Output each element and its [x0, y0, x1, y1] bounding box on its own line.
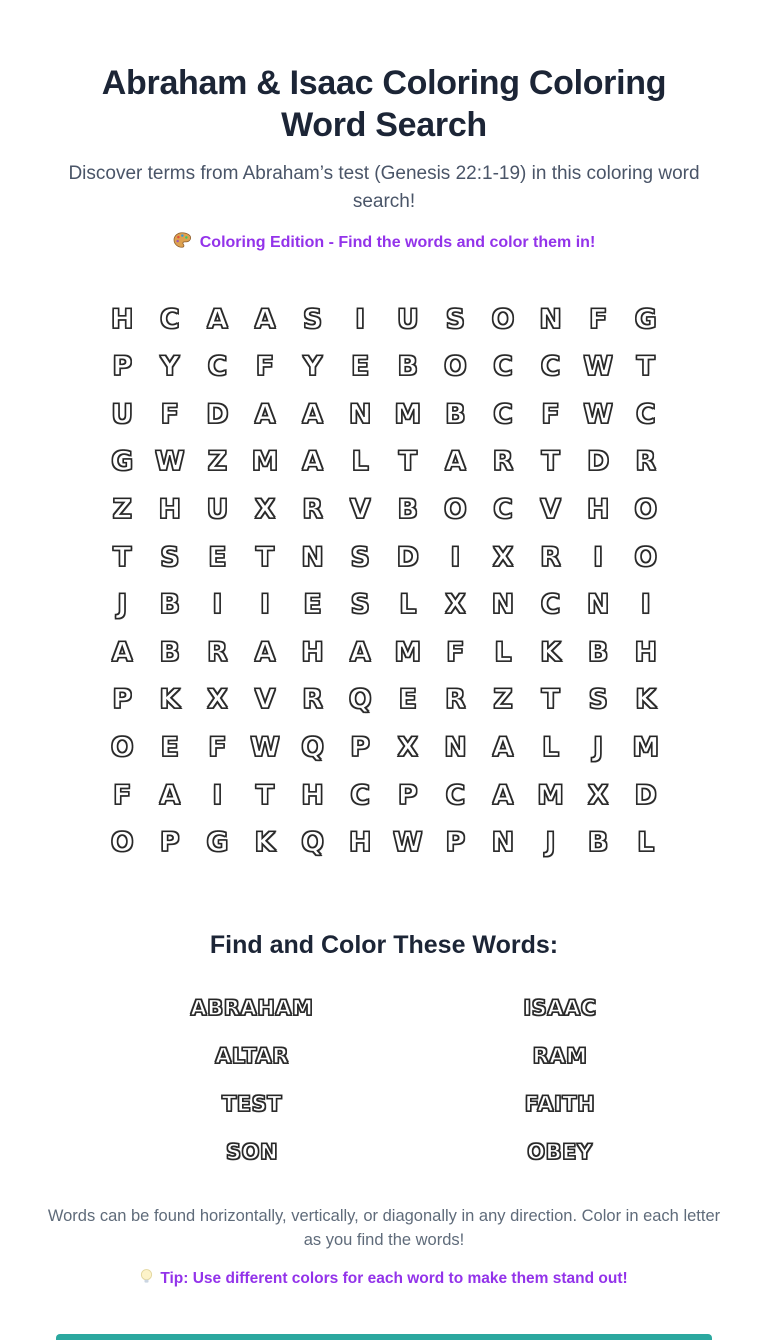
grid-letter[interactable]: E	[303, 589, 322, 621]
grid-letter[interactable]: A	[254, 636, 276, 668]
grid-letter[interactable]: L	[541, 732, 560, 764]
grid-letter[interactable]: F	[588, 303, 608, 335]
grid-letter[interactable]: P	[397, 779, 418, 811]
grid-letter[interactable]: F	[208, 732, 227, 764]
grid-letter[interactable]: Y	[302, 351, 323, 383]
grid-letter[interactable]: H	[301, 636, 324, 668]
grid-letter[interactable]: G	[206, 827, 229, 859]
grid-letter[interactable]: N	[586, 589, 610, 621]
grid-letter[interactable]: T	[255, 541, 275, 573]
grid-letter[interactable]: T	[255, 779, 275, 811]
grid-letter[interactable]: R	[207, 636, 228, 668]
grid-letter[interactable]: A	[492, 779, 514, 811]
word-item: FAITH	[524, 1091, 596, 1116]
grid-letter[interactable]: Z	[112, 494, 133, 526]
grid-letter[interactable]: R	[540, 541, 561, 573]
grid-letter[interactable]: W	[583, 351, 614, 383]
tip-text: Tip: Use different colors for each word to make them stand out!	[160, 1270, 628, 1288]
grid-letter[interactable]: O	[634, 541, 658, 573]
coloring-edition-line	[0, 232, 768, 253]
grid-letter[interactable]: I	[355, 303, 366, 335]
grid-letter[interactable]: O	[634, 494, 658, 526]
grid-letter[interactable]: E	[350, 351, 370, 383]
grid-letter[interactable]: A	[302, 398, 324, 430]
grid-letter[interactable]: I	[640, 589, 651, 621]
grid-letter[interactable]: D	[396, 541, 419, 573]
word-item: RAM	[532, 1043, 588, 1068]
grid-letter[interactable]: W	[583, 398, 614, 430]
grid-letter[interactable]: Y	[160, 351, 180, 383]
grid-letter[interactable]: D	[634, 779, 657, 811]
grid-letter[interactable]: C	[635, 398, 656, 430]
grid-letter[interactable]: I	[212, 779, 223, 811]
grid-letter[interactable]: A	[159, 779, 181, 811]
grid-letter[interactable]: D	[206, 398, 229, 430]
grid-letter[interactable]: K	[254, 827, 276, 859]
word-item: SON	[225, 1139, 279, 1164]
grid-letter[interactable]: H	[301, 779, 324, 811]
grid-letter[interactable]: O	[443, 494, 467, 526]
grid-letter[interactable]: U	[111, 398, 134, 430]
grid-letter[interactable]: L	[637, 827, 655, 859]
grid-letter[interactable]: V	[254, 684, 276, 716]
grid-letter[interactable]: N	[348, 398, 372, 430]
grid-letter[interactable]: S	[445, 303, 466, 335]
grid-letter[interactable]: S	[302, 303, 323, 335]
grid-letter[interactable]: X	[444, 589, 466, 621]
grid-letter[interactable]: F	[541, 398, 560, 430]
grid-letter[interactable]: B	[587, 636, 609, 668]
letter-grid	[0, 295, 768, 866]
grid-letter[interactable]: Z	[493, 684, 513, 716]
grid-letter[interactable]: N	[301, 541, 324, 573]
grid-letter[interactable]: W	[250, 732, 280, 764]
grid-letter[interactable]: H	[110, 303, 134, 335]
grid-letter[interactable]: I	[212, 589, 223, 621]
grid-letter[interactable]: S	[350, 589, 370, 621]
grid-letter[interactable]: E	[398, 684, 418, 716]
grid-letter[interactable]: E	[160, 732, 180, 764]
grid-letter[interactable]: A	[111, 636, 133, 668]
grid-letter[interactable]: G	[634, 303, 657, 335]
word-item: ALTAR	[215, 1043, 289, 1068]
grid-letter[interactable]: T	[398, 446, 417, 478]
grid-letter[interactable]: U	[396, 303, 419, 335]
grid-letter[interactable]: O	[110, 827, 134, 859]
grid-letter[interactable]: J	[545, 827, 556, 859]
grid-letter[interactable]: R	[444, 684, 466, 716]
grid-letter[interactable]: A	[492, 732, 514, 764]
grid-letter[interactable]: X	[254, 494, 276, 526]
grid-letter[interactable]: J	[593, 732, 604, 764]
grid-letter[interactable]: I	[593, 541, 604, 573]
grid-letter[interactable]: B	[397, 494, 419, 526]
word-item: ABRAHAM	[190, 995, 314, 1020]
grid-letter[interactable]: W	[154, 446, 185, 478]
grid-letter[interactable]: O	[491, 303, 515, 335]
grid-letter[interactable]: X	[397, 732, 419, 764]
word-list	[98, 996, 714, 1164]
grid-letter[interactable]: H	[158, 494, 182, 526]
grid-letter[interactable]: O	[443, 351, 467, 383]
tip-line	[0, 1268, 768, 1290]
lightbulb-icon	[140, 1268, 153, 1290]
grid-letter[interactable]: M	[537, 779, 565, 811]
grid-letter[interactable]: W	[392, 827, 423, 859]
grid-letter[interactable]: A	[206, 303, 228, 335]
grid-letter[interactable]: Q	[348, 684, 372, 716]
grid-letter[interactable]: E	[208, 541, 227, 573]
grid-letter[interactable]: F	[255, 351, 275, 383]
grid-letter[interactable]: B	[159, 589, 181, 621]
grid-letter[interactable]: N	[539, 303, 562, 335]
grid-letter[interactable]: B	[445, 398, 466, 430]
grid-letter[interactable]: M	[632, 732, 660, 764]
grid-letter[interactable]: T	[541, 684, 560, 716]
grid-letter[interactable]: A	[302, 446, 324, 478]
grid-letter[interactable]: X	[587, 779, 609, 811]
coloring-edition-text: Coloring Edition - Find the words and color them in!	[199, 233, 596, 251]
grid-letter[interactable]: P	[112, 684, 133, 716]
grid-letter[interactable]: S	[350, 541, 370, 573]
grid-letter[interactable]: P	[445, 827, 466, 859]
grid-letter[interactable]: T	[636, 351, 655, 383]
page-title: Abraham & Isaac Coloring Coloring Word Search	[101, 64, 667, 145]
grid-letter[interactable]: M	[394, 398, 422, 430]
grid-letter[interactable]: H	[586, 494, 610, 526]
grid-letter[interactable]: N	[491, 589, 515, 621]
word-item: OBEY	[527, 1139, 593, 1164]
grid-letter[interactable]: A	[349, 636, 371, 668]
grid-letter[interactable]: H	[348, 827, 372, 859]
grid-letter[interactable]: S	[160, 541, 180, 573]
grid-letter[interactable]: K	[540, 636, 562, 668]
grid-letter[interactable]: P	[350, 732, 371, 764]
grid-letter[interactable]: C	[540, 589, 561, 621]
instructions-note: Words can be found horizontally, vertically, or diagonally in any direction. Color in each letter as you find the words!	[47, 1206, 721, 1250]
grid-letter[interactable]: I	[450, 541, 461, 573]
grid-letter[interactable]: O	[110, 732, 134, 764]
grid-letter[interactable]: J	[117, 589, 128, 621]
grid-letter[interactable]: C	[445, 779, 466, 811]
grid-letter[interactable]: P	[112, 351, 133, 383]
grid-letter[interactable]: C	[493, 351, 513, 383]
grid-letter[interactable]: B	[159, 636, 181, 668]
palette-icon	[173, 232, 191, 253]
grid-letter[interactable]: B	[587, 827, 609, 859]
grid-letter[interactable]: F	[160, 398, 180, 430]
grid-letter[interactable]: A	[254, 398, 276, 430]
grid-letter[interactable]: R	[635, 446, 657, 478]
grid-letter[interactable]: L	[399, 589, 417, 621]
grid-letter[interactable]: C	[207, 351, 228, 383]
grid-letter[interactable]: R	[492, 446, 514, 478]
grid-letter[interactable]: C	[493, 494, 513, 526]
grid-letter[interactable]: L	[351, 446, 369, 478]
grid-letter[interactable]: H	[634, 636, 658, 668]
grid-letter[interactable]: Q	[301, 827, 325, 859]
grid-letter[interactable]: F	[113, 779, 132, 811]
grid-letter[interactable]: P	[159, 827, 180, 859]
grid-letter[interactable]: T	[113, 541, 132, 573]
grid-letter[interactable]: V	[540, 494, 562, 526]
grid-letter[interactable]: M	[251, 446, 279, 478]
grid-letter[interactable]: C	[493, 398, 513, 430]
grid-letter[interactable]: C	[350, 779, 371, 811]
word-list-heading: Find and Color These Words:	[209, 930, 559, 959]
grid-letter[interactable]: I	[259, 589, 271, 621]
grid-letter[interactable]: D	[586, 446, 610, 478]
grid-letter[interactable]: N	[444, 732, 467, 764]
grid-letter[interactable]: A	[444, 446, 466, 478]
grid-letter[interactable]: N	[491, 827, 515, 859]
grid-letter[interactable]: R	[302, 684, 323, 716]
grid-letter[interactable]: U	[206, 494, 229, 526]
grid-letter[interactable]: Z	[207, 446, 228, 478]
grid-letter[interactable]: K	[159, 684, 181, 716]
page-subtitle: Discover terms from Abraham’s test (Genesis 22:1-19) in this coloring word search!	[68, 163, 700, 212]
grid-letter[interactable]: A	[254, 303, 276, 335]
grid-letter[interactable]: R	[302, 494, 323, 526]
grid-letter[interactable]: K	[635, 684, 657, 716]
grid-letter[interactable]: C	[159, 303, 180, 335]
grid-letter[interactable]: F	[446, 636, 465, 668]
grid-letter[interactable]: L	[494, 636, 512, 668]
grid-letter[interactable]: B	[397, 351, 419, 383]
grid-letter[interactable]: C	[540, 351, 561, 383]
grid-letter[interactable]: G	[111, 446, 134, 478]
grid-letter[interactable]: S	[588, 684, 608, 716]
word-item: TEST	[221, 1091, 283, 1116]
grid-letter[interactable]: Q	[301, 732, 325, 764]
word-item: ISAAC	[523, 995, 597, 1020]
grid-letter[interactable]: X	[492, 541, 514, 573]
grid-letter[interactable]: M	[394, 636, 422, 668]
teal-bottom-bar	[56, 1334, 712, 1340]
grid-letter[interactable]: X	[207, 684, 228, 716]
grid-letter[interactable]: T	[541, 446, 560, 478]
grid-letter[interactable]: V	[349, 494, 371, 526]
